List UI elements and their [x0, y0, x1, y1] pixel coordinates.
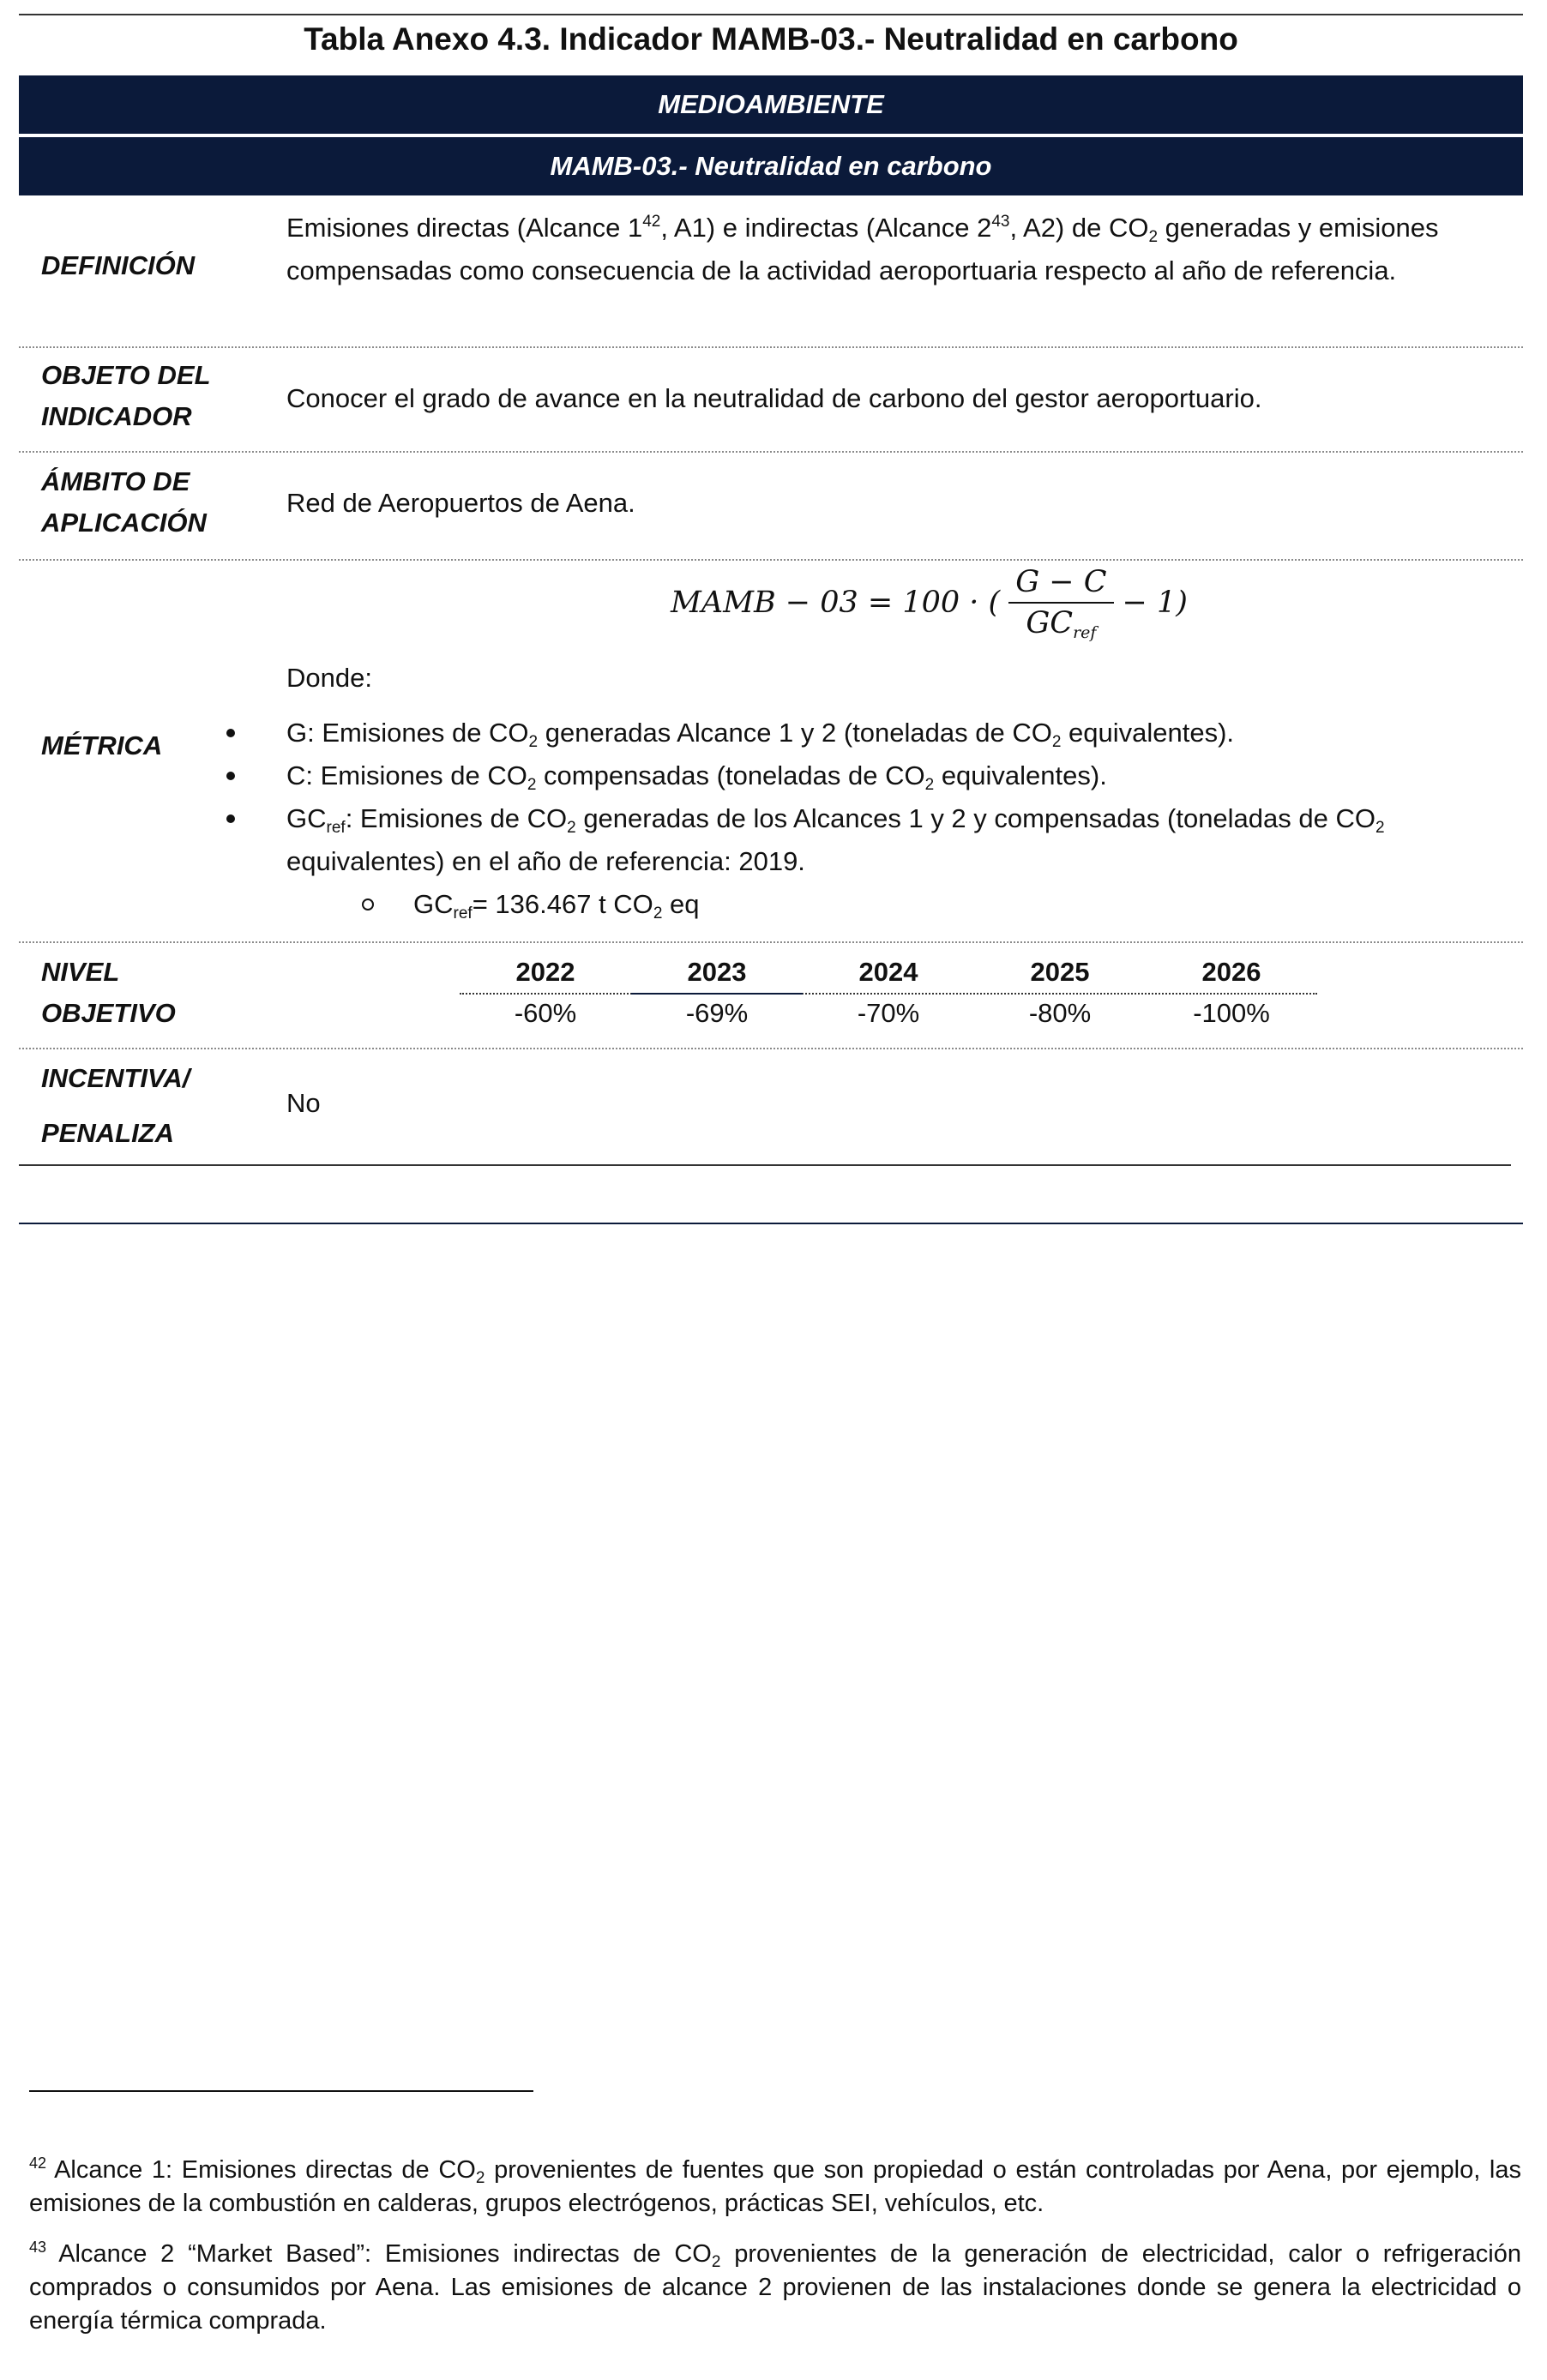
row-incentiva	[19, 1049, 1523, 1163]
year-header: 2025	[1030, 957, 1090, 987]
target-value: -69%	[685, 998, 749, 1028]
section-header-band: MEDIOAMBIENTE	[19, 75, 1523, 134]
page-section-rule	[19, 1223, 1523, 1224]
bullet-icon	[226, 729, 235, 737]
year-header: 2023	[687, 957, 747, 987]
list-item: G: Emisiones de $CO_2$ generadas Alcance 1 y 2 (toneladas de $CO_2$ equivalentes).	[160, 712, 1523, 754]
table-title: Tabla Anexo 4.3. Indicador MAMB-03.- Neutralidad en carbono	[304, 21, 1238, 57]
label-definicion: DEFINICIÓN	[41, 250, 196, 280]
target-value: -60%	[514, 998, 577, 1028]
row-metrica	[19, 561, 1523, 938]
footnote-ref-43[interactable]: 43	[991, 213, 1010, 231]
hollow-bullet-icon	[362, 899, 374, 911]
label-objeto: OBJETO DEL INDICADOR	[41, 360, 211, 431]
label-ambito: ÁMBITO DE APLICACIÓN	[41, 466, 207, 538]
incentiva-text: No	[286, 1088, 321, 1118]
bullet-icon	[226, 814, 235, 823]
label-metrica: MÉTRICA	[41, 730, 163, 760]
metric-formula: MAMB − 03 = 100 · ( $\frac{G - C}{GC_{ref}}$ − 1)	[667, 556, 1191, 650]
footnote-43: $^{43}$ Alcance 2 “Market Based”: Emisiones indirectas de $CO_2$ provenientes de la generación de electricidad, calor o refrigeración comprados o consumidos por Aena. Las emisiones de alcance 2 provienen de las instalaciones donde se genera la electricidad o energía térmica comprada.	[29, 2239, 1521, 2335]
label-incentiva: INCENTIVA/ PENALIZA	[41, 1063, 190, 1148]
sub-list-item: $GC_{ref}= 136.467$ t $CO_2$ eq	[160, 883, 1523, 926]
target-value: -70%	[857, 998, 920, 1028]
footnote-ref-42[interactable]: 42	[642, 213, 661, 231]
row-definicion	[19, 199, 1523, 346]
metric-definitions	[160, 712, 1523, 926]
donde-text: Donde:	[286, 663, 372, 693]
row-objeto	[19, 348, 1523, 451]
footnote-42: $^{42}$ Alcance 1: Emisiones directas de $CO_2$ provenientes de fuentes que son propiedad o están controladas por Aena, por ejemplo, las emisiones de la combustión en calderas, grupos electrógenos, prácticas SEI, vehículos, etc.	[29, 2155, 1521, 2217]
footnote-separator	[29, 2090, 533, 2092]
row-ambito	[19, 453, 1523, 559]
target-value: -100%	[1193, 998, 1270, 1028]
indicator-header-band: MAMB-03.- Neutralidad en carbono	[19, 137, 1523, 195]
year-header: 2022	[515, 957, 575, 987]
table-bottom-rule	[19, 1164, 1511, 1166]
label-nivel: NIVEL OBJETIVO	[41, 957, 176, 1028]
year-header: 2026	[1201, 957, 1261, 987]
list-item: $GC_{ref}$: Emisiones de $CO_2$ generadas de los Alcances 1 y 2 y compensadas (toneladas de $CO_2$ equivalentes) en el año de referencia: 2019.	[160, 797, 1523, 883]
target-value: -80%	[1028, 998, 1092, 1028]
year-header: 2024	[858, 957, 918, 987]
list-item: C: Emisiones de $CO_2$ compensadas (toneladas de $CO_2$ equivalentes).	[160, 754, 1523, 797]
bullet-icon	[226, 772, 235, 780]
objeto-text: Conocer el grado de avance en la neutralidad de carbono del gestor aeroportuario.	[286, 383, 1262, 413]
formula-fraction: $\frac{G - C}{GC_{ref}}$	[1008, 562, 1113, 643]
definicion-text: Emisiones directas (Alcance $1^{42}$, A1) e indirectas (Alcance $2^{43}$, A2) de $CO_2$ generadas y emisiones compensadas como consecuencia de la actividad aeroportuaria respecto al año de referencia.	[286, 213, 1439, 285]
ambito-text: Red de Aeropuertos de Aena.	[286, 488, 635, 518]
